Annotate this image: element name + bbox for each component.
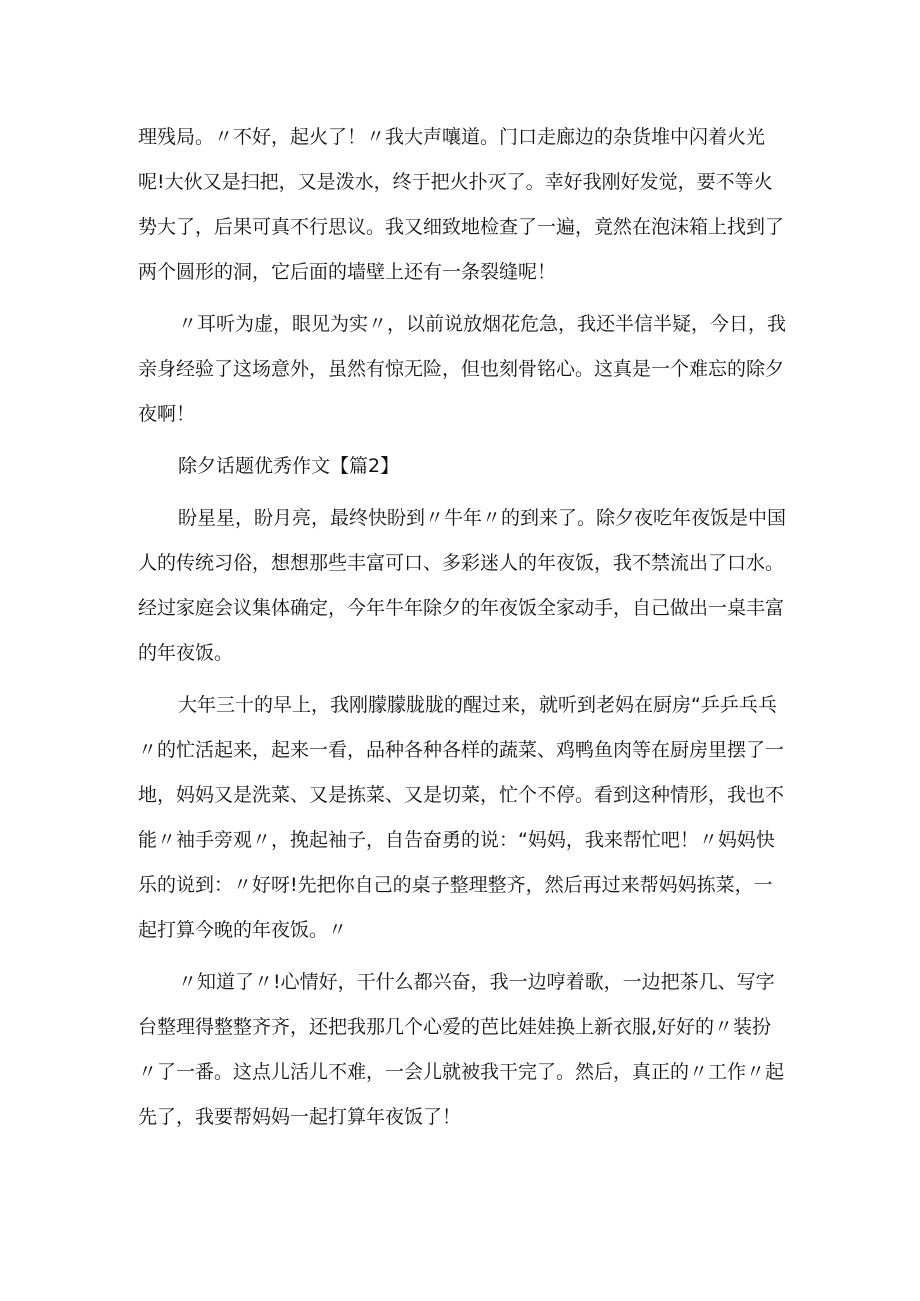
paragraph-tidy-up: 〃知道了〃!心情好，干什么都兴奋，我一边哼着歌，一边把茶几、写字台整理得整整齐齐，还把我那几个心爱的芭比娃娃换上新衣服,好好的〃装扮〃了一番。这点儿活儿不难，一会儿就被我干完了。然后，真正的〃工作〃起先了，我要帮妈妈一起打算年夜饭了！	[138, 971, 785, 1128]
paragraph-morning: 大年三十的早上，我刚朦朦胧胧的醒过来，就听到老妈在厨房“乒乒乓乓〃的忙活起来，起来一看，品种各种各样的蔬菜、鸡鸭鱼肉等在厨房里摆了一地，妈妈又是洗菜、又是拣菜、又是切菜，忙个不停。看到这种情形，我也不能〃袖手旁观〃，挽起袖子，自告奋勇的说：“妈妈，我来帮忙吧！〃妈妈快乐的说到：〃好呀!先把你自己的桌子整理整齐，然后再过来帮妈妈拣菜，一起打算今晚的年夜饭。〃	[138, 694, 785, 941]
paragraph-intro: 盼星星，盼月亮，最终快盼到〃牛年〃的到来了。除夕夜吃年夜饭是中国人的传统习俗，想想那些丰富可口、多彩迷人的年夜饭，我不禁流出了口水。经过家庭会议集体确定，今年牛年除夕的年夜饭全家动手，自己做出一桌丰富的年夜饭。	[138, 507, 787, 664]
document-page	[138, 115, 788, 1147]
section-heading: 除夕话题优秀作文【篇2】	[178, 455, 400, 477]
paragraph-continuation: 理残局。〃不好，起火了！〃我大声嚷道。门口走廊边的杂货堆中闪着火光呢!大伙又是扫把，又是泼水，终于把火扑灭了。幸好我刚好发觉，要不等火势大了，后果可真不行思议。我又细致地检查了一遍，竟然在泡沫箱上找到了两个圆形的洞，它后面的墙壁上还有一条裂缝呢！	[138, 126, 785, 283]
paragraph-reflection: 〃耳听为虚，眼见为实〃，以前说放烟花危急，我还半信半疑，今日，我亲身经验了这场意外，虽然有惊无险，但也刻骨铭心。这真是一个难忘的除夕夜啊！	[138, 313, 787, 425]
